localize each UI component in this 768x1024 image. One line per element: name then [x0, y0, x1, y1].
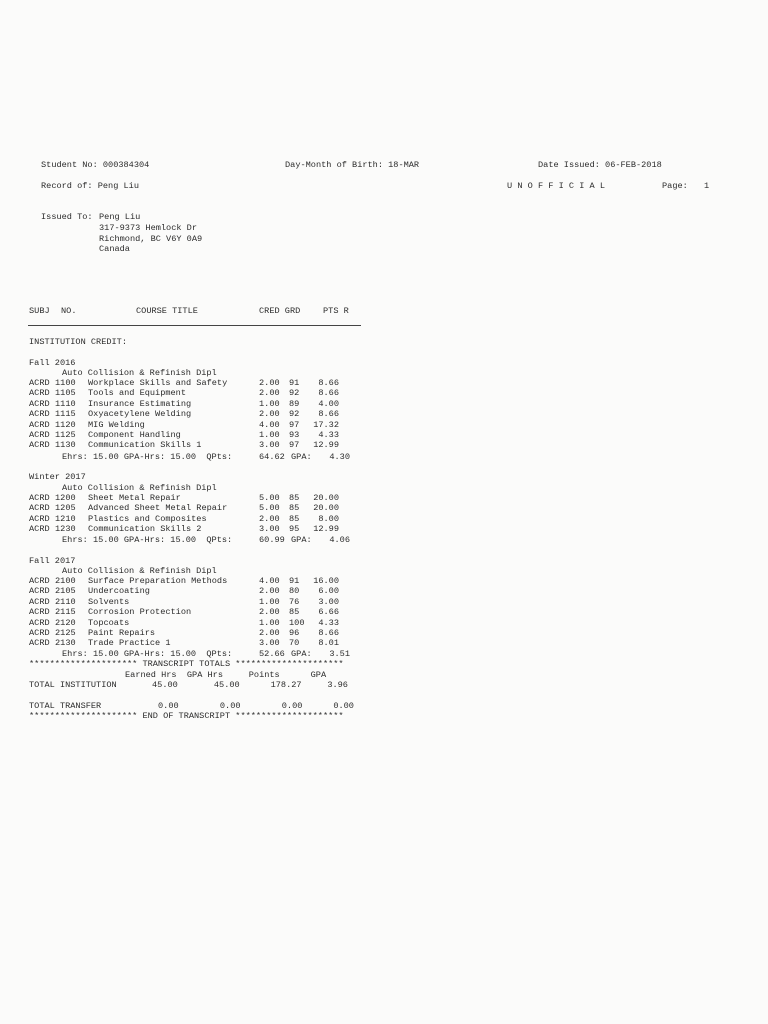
- col-pts-r: PTS R: [323, 306, 349, 316]
- course-subj: ACRD: [29, 628, 50, 638]
- term-program: Auto Collision & Refinish Dipl: [62, 483, 217, 493]
- term-summary: Ehrs: 15.00 GPA-Hrs: 15.00 QPts:: [62, 535, 233, 545]
- course-title: Topcoats: [88, 617, 130, 628]
- course-pts: 8.66: [318, 388, 339, 399]
- term-qpts: 52.66: [259, 649, 285, 659]
- course-title: Plastics and Composites: [88, 513, 207, 524]
- course-no: 1130: [55, 440, 76, 451]
- course-cred: 1.00: [259, 596, 280, 607]
- course-no: 1200: [55, 493, 76, 503]
- course-row: [0, 504, 768, 514]
- course-title: Insurance Estimating: [88, 398, 192, 409]
- col-cred-grd: CRED GRD: [259, 306, 301, 316]
- course-no: 1100: [55, 378, 76, 388]
- course-pts: 12.99: [313, 440, 339, 451]
- course-subj: ACRD: [29, 513, 50, 524]
- course-no: 1115: [55, 409, 76, 420]
- course-title: Tools and Equipment: [88, 388, 186, 399]
- course-no: 1210: [55, 513, 76, 524]
- date-issued: Date Issued: 06-FEB-2018: [538, 160, 662, 170]
- course-cred: 1.00: [259, 430, 280, 440]
- course-title: Surface Preparation Methods: [88, 576, 228, 586]
- course-grd: 97: [289, 440, 300, 451]
- address-line-1: 317-9373 Hemlock Dr: [99, 223, 197, 233]
- issued-to-name: Peng Liu: [99, 212, 141, 222]
- course-no: 2100: [55, 576, 76, 586]
- course-cred: 5.00: [259, 493, 280, 503]
- course-grd: 92: [289, 409, 300, 420]
- course-no: 2110: [55, 596, 76, 607]
- course-pts: 8.66: [318, 628, 339, 638]
- address-line-2: Richmond, BC V6Y 0A9: [99, 234, 203, 244]
- course-subj: ACRD: [29, 440, 50, 451]
- course-subj: ACRD: [29, 398, 50, 409]
- course-row: [0, 441, 768, 451]
- course-pts: 8.66: [318, 409, 339, 420]
- course-cred: 2.00: [259, 628, 280, 638]
- course-title: Solvents: [88, 596, 130, 607]
- course-cred: 3.00: [259, 524, 280, 535]
- course-subj: ACRD: [29, 524, 50, 535]
- course-no: 1205: [55, 503, 76, 514]
- course-subj: ACRD: [29, 378, 50, 388]
- course-no: 2130: [55, 638, 76, 649]
- course-subj: ACRD: [29, 617, 50, 628]
- course-subj: ACRD: [29, 419, 50, 430]
- course-row: [0, 410, 768, 420]
- course-pts: 16.00: [313, 576, 339, 586]
- course-pts: 4.33: [318, 430, 339, 440]
- course-cred: 4.00: [259, 419, 280, 430]
- course-grd: 97: [289, 419, 300, 430]
- course-subj: ACRD: [29, 638, 50, 649]
- course-no: 1105: [55, 388, 76, 399]
- page-label: Page:: [662, 181, 688, 191]
- course-title: Sheet Metal Repair: [88, 493, 181, 503]
- page-number: 1: [704, 181, 710, 191]
- course-cred: 2.00: [259, 513, 280, 524]
- course-grd: 80: [289, 586, 300, 597]
- course-cred: 2.00: [259, 388, 280, 399]
- course-title: Advanced Sheet Metal Repair: [88, 503, 228, 514]
- course-grd: 93: [289, 430, 300, 440]
- term-name: Fall 2016: [29, 358, 76, 368]
- course-subj: ACRD: [29, 596, 50, 607]
- course-pts: 20.00: [313, 503, 339, 514]
- student-number: Student No: 000384304: [41, 160, 150, 170]
- course-pts: 6.00: [318, 586, 339, 597]
- course-pts: 4.00: [318, 398, 339, 409]
- course-cred: 2.00: [259, 378, 280, 388]
- term-gpa: 3.51: [329, 649, 350, 659]
- course-grd: 95: [289, 524, 300, 535]
- course-no: 1120: [55, 419, 76, 430]
- term-summary: Ehrs: 15.00 GPA-Hrs: 15.00 QPts:: [62, 452, 233, 462]
- term-name: Winter 2017: [29, 472, 86, 482]
- course-cred: 3.00: [259, 638, 280, 649]
- course-no: 1230: [55, 524, 76, 535]
- course-title: Oxyacetylene Welding: [88, 409, 192, 420]
- course-pts: 12.99: [313, 524, 339, 535]
- course-row: [0, 587, 768, 597]
- totals-column-headers: Earned Hrs GPA Hrs Points GPA: [125, 670, 327, 680]
- course-title: Undercoating: [88, 586, 150, 597]
- course-pts: 6.66: [318, 607, 339, 618]
- course-subj: ACRD: [29, 493, 50, 503]
- course-title: Trade Practice 1: [88, 638, 171, 649]
- course-cred: 2.00: [259, 607, 280, 618]
- course-subj: ACRD: [29, 430, 50, 440]
- course-subj: ACRD: [29, 388, 50, 399]
- course-grd: 91: [289, 576, 300, 586]
- course-title: Corrosion Protection: [88, 607, 192, 618]
- institution-credit-heading: INSTITUTION CREDIT:: [29, 337, 127, 347]
- course-title: Communication Skills 1: [88, 440, 202, 451]
- header-divider: [28, 325, 361, 326]
- term-program: Auto Collision & Refinish Dipl: [62, 368, 217, 378]
- course-row: [0, 608, 768, 618]
- course-row: [0, 525, 768, 535]
- course-subj: ACRD: [29, 586, 50, 597]
- record-of: Record of: Peng Liu: [41, 181, 139, 191]
- course-grd: 89: [289, 398, 300, 409]
- col-no: NO.: [61, 306, 77, 316]
- total-transfer-label: TOTAL TRANSFER: [29, 701, 102, 711]
- term-qpts: 64.62: [259, 452, 285, 462]
- course-cred: 2.00: [259, 409, 280, 420]
- course-pts: 3.00: [318, 596, 339, 607]
- course-pts: 17.32: [313, 419, 339, 430]
- col-subj: SUBJ: [29, 306, 50, 316]
- course-grd: 85: [289, 513, 300, 524]
- address-country: Canada: [99, 244, 130, 254]
- course-subj: ACRD: [29, 503, 50, 514]
- course-pts: 20.00: [313, 493, 339, 503]
- course-subj: ACRD: [29, 409, 50, 420]
- course-grd: 100: [289, 617, 305, 628]
- issued-to-label: Issued To:: [41, 212, 93, 222]
- course-no: 2120: [55, 617, 76, 628]
- course-grd: 70: [289, 638, 300, 649]
- course-grd: 85: [289, 493, 300, 503]
- course-cred: 4.00: [259, 576, 280, 586]
- course-row: [0, 639, 768, 649]
- course-grd: 85: [289, 503, 300, 514]
- term-summary: Ehrs: 15.00 GPA-Hrs: 15.00 QPts:: [62, 649, 233, 659]
- course-grd: 85: [289, 607, 300, 618]
- course-cred: 2.00: [259, 586, 280, 597]
- term-gpa-label: GPA:: [291, 535, 312, 545]
- course-pts: 8.01: [318, 638, 339, 649]
- course-title: Communication Skills 2: [88, 524, 202, 535]
- term-name: Fall 2017: [29, 556, 76, 566]
- course-cred: 3.00: [259, 440, 280, 451]
- col-course-title: COURSE TITLE: [136, 306, 198, 316]
- transcript-totals-banner: ********************* TRANSCRIPT TOTALS *********************: [29, 659, 344, 669]
- term-gpa-label: GPA:: [291, 452, 312, 462]
- course-no: 2125: [55, 628, 76, 638]
- course-grd: 91: [289, 378, 300, 388]
- course-pts: 8.00: [318, 513, 339, 524]
- course-grd: 96: [289, 628, 300, 638]
- course-cred: 1.00: [259, 617, 280, 628]
- course-title: MIG Welding: [88, 419, 145, 430]
- course-no: 2115: [55, 607, 76, 618]
- course-title: Paint Repairs: [88, 628, 156, 638]
- term-gpa-label: GPA:: [291, 649, 312, 659]
- course-cred: 1.00: [259, 398, 280, 409]
- term-gpa: 4.06: [329, 535, 350, 545]
- course-pts: 4.33: [318, 617, 339, 628]
- course-no: 2105: [55, 586, 76, 597]
- course-grd: 92: [289, 388, 300, 399]
- course-title: Workplace Skills and Safety: [88, 378, 228, 388]
- course-row: [0, 389, 768, 399]
- unofficial-status: U N O F F I C I A L: [507, 181, 605, 191]
- total-transfer-values: 0.00 0.00 0.00 0.00: [158, 701, 354, 711]
- total-institution-values: 45.00 45.00 178.27 3.96: [152, 680, 348, 690]
- course-cred: 5.00: [259, 503, 280, 514]
- course-no: 1110: [55, 398, 76, 409]
- course-title: Component Handling: [88, 430, 181, 440]
- day-month-of-birth: Day-Month of Birth: 18-MAR: [285, 160, 420, 170]
- end-of-transcript-banner: ********************* END OF TRANSCRIPT *********************: [29, 711, 344, 721]
- course-no: 1125: [55, 430, 76, 440]
- term-gpa: 4.30: [329, 452, 350, 462]
- term-program: Auto Collision & Refinish Dipl: [62, 566, 217, 576]
- course-subj: ACRD: [29, 576, 50, 586]
- total-institution-label: TOTAL INSTITUTION: [29, 680, 117, 690]
- course-grd: 76: [289, 596, 300, 607]
- course-subj: ACRD: [29, 607, 50, 618]
- term-qpts: 60.99: [259, 535, 285, 545]
- course-pts: 8.66: [318, 378, 339, 388]
